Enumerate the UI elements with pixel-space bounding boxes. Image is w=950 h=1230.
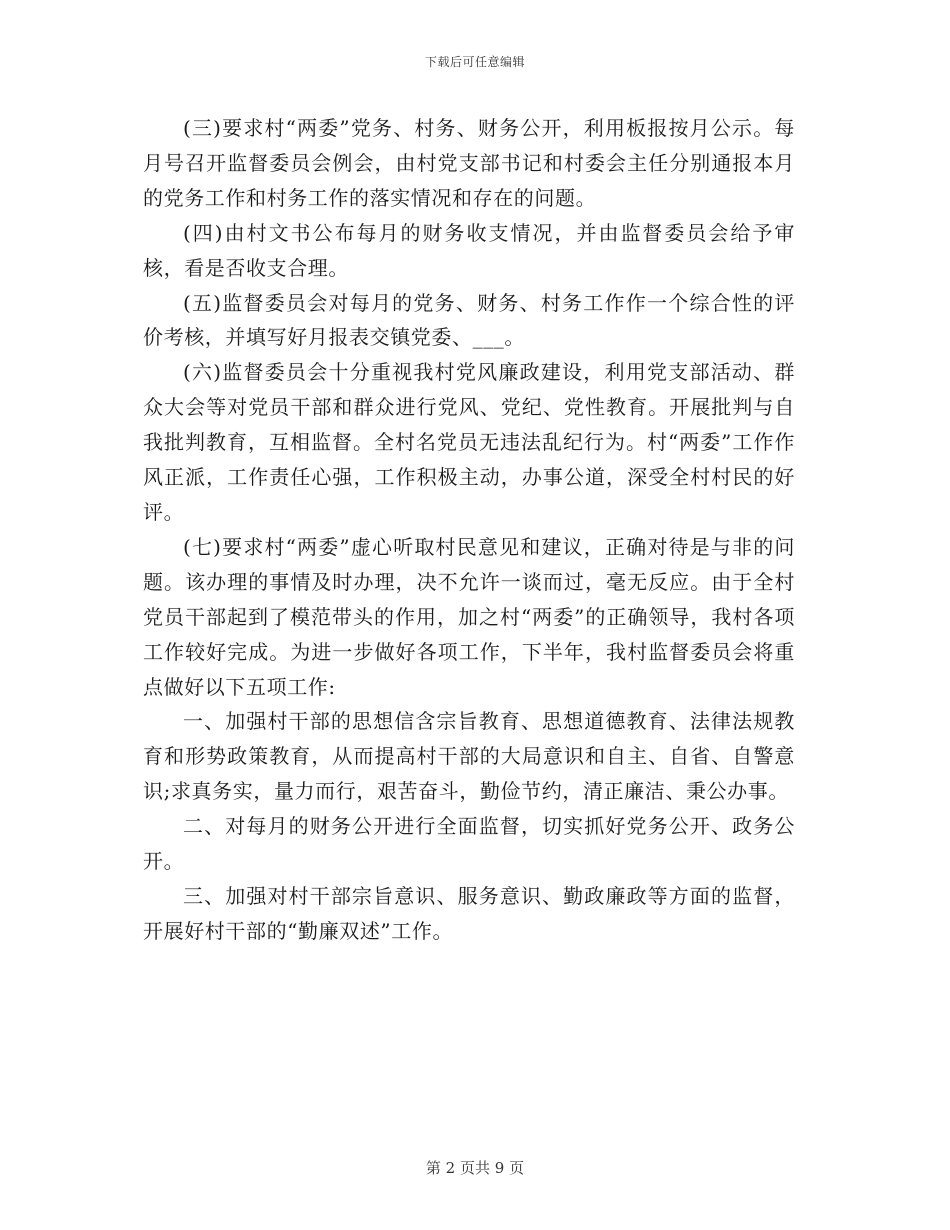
paragraph-3: (三)要求村“两委”党务、村务、财务公开，利用板报按月公示。每月号召开监督委员会例会，由村党支部书记和村委会主任分别通报本月的党务工作和村务工作的落实情况和存在的问题。 <box>143 116 795 210</box>
paragraph-6: (六)监督委员会十分重视我村党风廉政建设，利用党支部活动、群众大会等对党员干部和群众进行党风、党纪、党性教育。开展批判与自我批判教育，互相监督。全村名党员无违法乱纪行为。村“两委”工作作风正派，工作责任心强，工作积极主动，办事公道，深受全村村民的好评。 <box>143 360 795 524</box>
work-item-3: 三、加强对村干部宗旨意识、服务意识、勤政廉政等方面的监督，开展好村干部的“勤廉双述”工作。 <box>143 883 795 943</box>
document-body <box>143 111 795 949</box>
work-item-1: 一、加强村干部的思想信含宗旨教育、思想道德教育、法律法规教育和形势政策教育，从而提高村干部的大局意识和自主、自省、自警意识;求真务实，量力而行，艰苦奋斗，勤俭节约，清正廉洁、秉公办事。 <box>143 709 795 804</box>
work-item-2: 二、对每月的财务公开进行全面监督，切实抓好党务公开、政务公开。 <box>143 814 795 874</box>
page-header: 下载后可任意编辑 <box>424 55 525 69</box>
paragraph-5: (五)监督委员会对每月的党务、财务、村务工作作一个综合性的评价考核，并填写好月报表交镇党委、___。 <box>143 290 795 350</box>
paragraph-4: (四)由村文书公布每月的财务收支情况，并由监督委员会给予审核，看是否收支合理。 <box>143 220 795 280</box>
page-number: 第 2 页共 9 页 <box>425 1159 525 1177</box>
paragraph-7: (七)要求村“两委”虚心听取村民意见和建议，正确对待是与非的问题。该办理的事情及时办理，决不允许一谈而过，毫无反应。由于全村党员干部起到了模范带头的作用，加之村“两委”的正确领导，我村各项工作较好完成。为进一步做好各项工作，下半年，我村监督委员会将重点做好以下五项工作: <box>143 534 795 699</box>
